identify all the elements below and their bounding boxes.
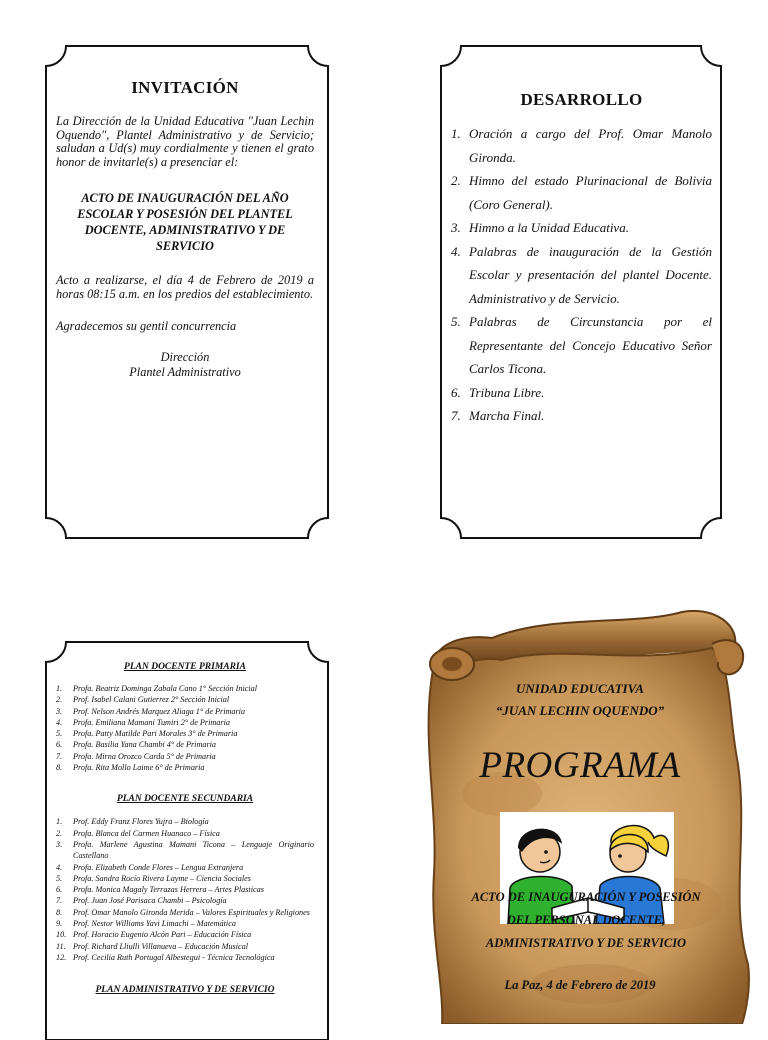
list-number: 6. xyxy=(56,740,63,750)
list-text: Profa. Mirna Orozco Carda 5° de Primaria xyxy=(73,751,216,761)
list-text: Prof. Nelson Andrés Marquez Aliaga 1° de Primaria xyxy=(73,706,246,716)
list-text: Palabras de Circunstancia por el Representante del Concejo Educativo Señor Carlos Ticona. xyxy=(469,314,712,376)
list-number: 7. xyxy=(56,896,63,906)
list-text: Oración a cargo del Prof. Omar Manolo Gironda. xyxy=(469,126,712,165)
invitation-event: ACTO DE INAUGURACIÓN DEL AÑO ESCOLAR Y POSESIÓN DEL PLANTEL DOCENTE, ADMINISTRATIVO Y DE SERVICIO xyxy=(77,191,293,254)
list-number: 5. xyxy=(451,314,461,329)
list-number: 1. xyxy=(56,684,63,693)
list-text: Profa. Patty Matilde Pari Morales 3° de Primaria xyxy=(73,729,238,739)
list-number: 7. xyxy=(451,408,461,423)
list-text: Profa. Emiliana Mamani Tumiri 2° de Primaria xyxy=(73,717,230,727)
list-number: 9. xyxy=(56,919,63,929)
list-text: Marcha Final. xyxy=(469,408,545,423)
list-number: 4. xyxy=(451,243,461,259)
list-number: 10. xyxy=(56,930,67,940)
list-number: 6. xyxy=(451,384,461,400)
invitation-thanks: Agradecemos su gentil concurrencia xyxy=(56,318,237,333)
list-text: Profa. Elizabeth Conde Flores – Lengua Extranjera xyxy=(73,862,244,872)
primary-staff-item xyxy=(56,762,314,773)
secondary-staff-list xyxy=(56,816,314,963)
invitation-title: INVITACIÓN xyxy=(131,78,239,97)
list-number: 6. xyxy=(56,885,63,895)
program-item xyxy=(451,381,712,405)
secondary-staff-item xyxy=(56,941,314,952)
school-name: “JUAN LECHIN OQUENDO” xyxy=(495,703,665,718)
secondary-staff-item xyxy=(56,918,314,929)
list-text: Profa. Rita Mollo Laime 6° de Primaria xyxy=(73,763,205,773)
invitation-card xyxy=(44,44,330,540)
secondary-staff-item xyxy=(56,895,314,906)
primary-staff-item xyxy=(56,683,314,694)
primary-staff-item xyxy=(56,728,314,739)
program-item xyxy=(451,122,712,169)
list-number: 3. xyxy=(56,839,63,849)
list-text: Himno a la Unidad Educativa. xyxy=(469,220,629,235)
cover-event-line-2: DEL PERSONAL DOCENTE, xyxy=(506,913,666,927)
invitation-signature xyxy=(56,350,314,380)
primary-staff-item xyxy=(56,739,314,750)
list-text: Prof. Omar Manolo Gironda Merida – Valores Espirituales y Religiones xyxy=(73,907,310,917)
list-text: Prof. Cecilia Ruth Portugal Albestegui - Técnica Tecnológica xyxy=(73,952,275,962)
list-number: 4. xyxy=(56,717,63,727)
list-number: 3. xyxy=(451,220,461,235)
program-item xyxy=(451,240,712,311)
list-number: 2. xyxy=(56,828,63,838)
invitation-intro: La Dirección de la Unidad Educativa "Juan Lechin Oquendo", Plantel Administrativo y de Servicio; saludan a Ud(s) muy cordialmente y tienen el grato honor de invitarle(s) a presenciar el: xyxy=(56,114,314,169)
list-number: 8. xyxy=(56,763,63,773)
primary-staff-list xyxy=(56,683,314,773)
program-title: DESARROLLO xyxy=(520,90,643,109)
school-label: UNIDAD EDUCATIVA xyxy=(516,681,644,696)
list-text: Profa. Marlene Agustina Mamani Ticona – Lenguaje Originario Castellano xyxy=(73,839,314,861)
list-text: Prof. Nestor Williams Yavi Limachi – Matemática xyxy=(73,919,236,929)
program-item xyxy=(451,310,712,381)
secondary-staff-item xyxy=(56,816,314,827)
admin-staff-heading: PLAN ADMINISTRATIVO Y DE SERVICIO xyxy=(95,985,275,996)
list-text: Profa. Monica Magaly Terrazas Herrera – Artes Plasticas xyxy=(73,885,264,895)
list-number: 1. xyxy=(56,817,63,827)
secondary-staff-item xyxy=(56,828,314,839)
list-text: Profa. Basilia Yana Chambi 4° de Primaria xyxy=(73,740,217,750)
program-heading: PROGRAMA xyxy=(479,745,681,786)
secondary-staff-item xyxy=(56,929,314,940)
list-number: 1. xyxy=(451,126,461,141)
list-number: 3. xyxy=(56,706,63,716)
list-number: 11. xyxy=(56,941,66,951)
secondary-staff-item xyxy=(56,862,314,873)
list-text: Himno del estado Plurinacional de Bolivia (Coro General). xyxy=(469,173,712,212)
cover-scroll xyxy=(412,604,768,1024)
program-card xyxy=(439,44,723,540)
list-text: Profa. Blanca del Carmen Huanaco – Física xyxy=(73,828,220,838)
signature-line-2: Plantel Administrativo xyxy=(129,364,241,379)
list-text: Prof. Isabel Calani Gutierrez 2° Sección Inicial xyxy=(73,695,230,705)
primary-staff-item xyxy=(56,706,314,717)
list-number: 2. xyxy=(56,695,63,705)
signature-line-1: Dirección xyxy=(160,349,210,364)
list-number: 8. xyxy=(56,907,63,917)
list-number: 2. xyxy=(451,173,461,188)
list-number: 7. xyxy=(56,751,63,761)
list-text: Profa. Sandra Rocío Rivera Layme – Ciencia Sociales xyxy=(73,873,251,883)
list-text: Palabras de inauguración de la Gestión Escolar y presentación del plantel Docente. Administrativo y de Servicio. xyxy=(469,243,712,306)
cover-event-line-1: ACTO DE INAUGURACIÓN Y POSESIÓN xyxy=(471,890,701,904)
list-text: Prof. Eddy Franz Flores Yujra – Biología xyxy=(73,817,209,827)
primary-staff-item xyxy=(56,694,314,705)
secondary-staff-item xyxy=(56,884,314,895)
primary-staff-heading: PLAN DOCENTE PRIMARIA xyxy=(124,662,246,672)
cover-event-line-3: ADMINISTRATIVO Y DE SERVICIO xyxy=(485,936,687,950)
secondary-staff-heading: PLAN DOCENTE SECUNDARIA xyxy=(116,794,254,805)
primary-staff-item xyxy=(56,717,314,728)
staff-card xyxy=(44,640,330,1040)
list-text: Prof. Richard Lliulli Villanueva – Educación Musical xyxy=(73,941,249,951)
secondary-staff-item xyxy=(56,873,314,884)
program-item xyxy=(451,404,712,428)
list-text: Tribuna Libre. xyxy=(469,384,545,400)
secondary-staff-item xyxy=(56,839,314,862)
invitation-details: Acto a realizarse, el día 4 de Febrero de 2019 a horas 08:15 a.m. en los predios del establecimiento. xyxy=(56,273,314,301)
secondary-staff-item xyxy=(56,907,314,918)
cover-date: La Paz, 4 de Febrero de 2019 xyxy=(504,978,656,992)
primary-staff-item xyxy=(56,751,314,762)
list-text: Prof. Juan José Parisaca Chambi – Psicología xyxy=(73,896,227,906)
program-item xyxy=(451,169,712,216)
list-number: 4. xyxy=(56,862,63,872)
list-text: Prof. Horacio Eugenio Alcón Pari – Educación Física xyxy=(73,930,252,940)
program-list xyxy=(451,122,712,428)
list-number: 12. xyxy=(56,952,67,962)
list-number: 5. xyxy=(56,873,63,883)
program-item xyxy=(451,216,712,240)
list-text: Profa. Beatriz Dominga Zabala Cano 1° Sección Inicial xyxy=(73,684,257,693)
list-number: 5. xyxy=(56,729,63,739)
secondary-staff-item xyxy=(56,952,314,963)
